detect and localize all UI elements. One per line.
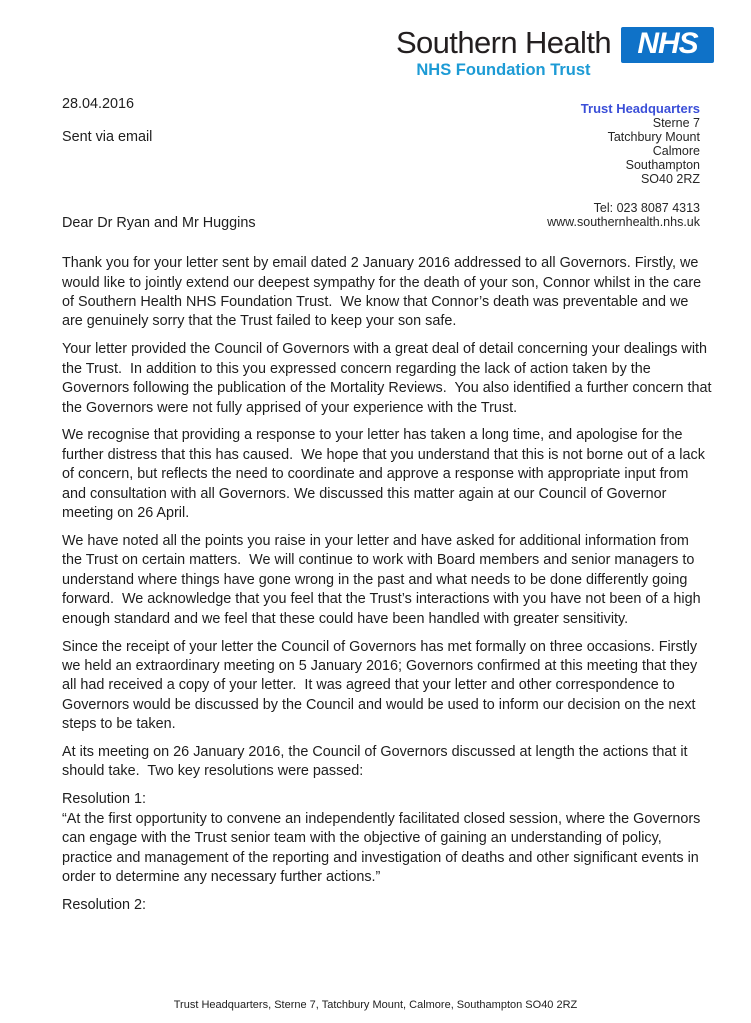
footer-address: Trust Headquarters, Sterne 7, Tatchbury Mount, Calmore, Southampton SO40 2RZ xyxy=(173,999,578,1011)
address-title: Trust Headquarters xyxy=(580,101,700,116)
address-line: Tatchbury Mount xyxy=(607,130,700,144)
letter-date: 28.04.2016 xyxy=(62,96,135,112)
salutation: Dear Dr Ryan and Mr Huggins xyxy=(62,214,256,231)
address-line: SO40 2RZ xyxy=(640,172,700,186)
nhs-logo-icon: NHS xyxy=(621,27,714,63)
body-paragraph: We have noted all the points you raise in your letter and have asked for additional information from the Trust on certain matters. We will continue to work with Board members and senior managers to understand where things have gone wrong in the past and what needs to be done differently going forward. We acknowledge that you feel that the Trust’s interactions with you have not been of a high enough standard and we feel that these could have been handled with greater sensitivity. xyxy=(62,533,705,627)
body-paragraph: Your letter provided the Council of Governors with a great deal of detail concerning your dealings with the Trust. In addition to this you expressed concern regarding the lack of action taken by the Governors following the publication of the Mortality Reviews. You also identified a further concern that the Governors were not fully apprised of your experience with the Trust. xyxy=(62,341,716,416)
body-paragraph: We recognise that providing a response to your letter has taken a long time, and apologise for the further distress that this has caused. We hope that you understand that this is not borne out of a lack of concern, but reflects the need to coordinate and approve a response with appropriate input from and consultation with all Governors. We discussed this matter again at our Council of Governor meeting on 26 April. xyxy=(62,427,709,522)
address-line: Calmore xyxy=(652,144,700,158)
resolution-2-label: Resolution 2: xyxy=(62,896,146,913)
delivery-method: Sent via email xyxy=(62,129,153,146)
logo-text-block xyxy=(396,26,611,80)
address-line: Sterne 7 xyxy=(652,116,700,130)
body-paragraph: Thank you for your letter sent by email dated 2 January 2016 addressed to all Governors. Firstly, we would like to jointly extend our deepest sympathy for the death of your son, Connor whilst in the care of Southern Health NHS Foundation Trust. We know that Connor’s death was preventable and we are genuinely sorry that the Trust failed to keep your son safe. xyxy=(62,255,706,330)
resolution-1-text: “At the first opportunity to convene an independently facilitated closed session, where the Governors can engage with the Trust senior team with the objective of gaining an understanding of policy, practice and management of the reporting and investigation of deaths and other significant events in order to determine any necessary further actions.” xyxy=(62,810,705,885)
nhs-foundation-trust-subtitle: NHS Foundation Trust xyxy=(416,61,591,79)
phone-number: Tel: 023 8087 4313 xyxy=(593,201,700,215)
body-paragraph: At its meeting on 26 January 2016, the Council of Governors discussed at length the actions that it should take. Two key resolutions were passed: xyxy=(62,744,692,780)
website-url: www.southernhealth.nhs.uk xyxy=(547,215,700,229)
body-paragraph: Since the receipt of your letter the Council of Governors has met formally on three occasions. Firstly we held an extraordinary meeting on 5 January 2016; Governors confirmed at this meeting that they all had received a copy of your letter. It was agreed that your letter and other correspondence to Governors would be discussed by the Council and would be used to inform our decision on the next steps to be taken. xyxy=(62,638,702,733)
trust-name: Southern Health xyxy=(395,25,611,60)
organisation-logo xyxy=(396,26,714,80)
address-line: Southampton xyxy=(625,158,700,172)
letter-content xyxy=(62,95,716,915)
resolution-1-label: Resolution 1: xyxy=(62,791,146,808)
